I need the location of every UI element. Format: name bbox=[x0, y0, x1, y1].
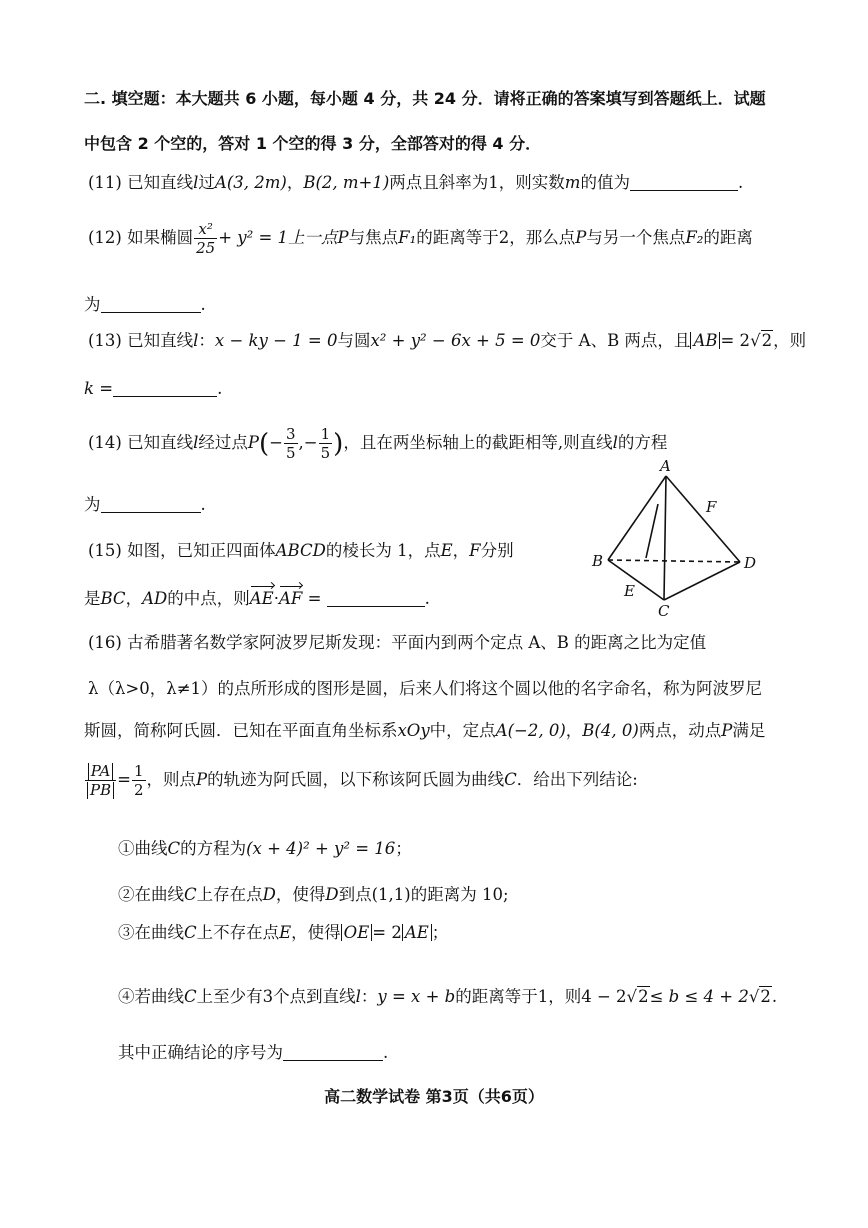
question-16-answer-line: 其中正确结论的序号为 . bbox=[118, 1043, 389, 1062]
answer-blank-14[interactable] bbox=[101, 511, 201, 513]
edge-AC bbox=[664, 476, 666, 600]
label-E: E bbox=[624, 582, 635, 600]
question-12: (12) 如果椭圆 $\frac{\text{x²}}{25}$ + y² = 1上一点P与焦点F₁的距离等于2，那么点P与另一个焦点F₂的距离 bbox=[88, 220, 753, 257]
question-12-line2: 为 . bbox=[84, 295, 206, 314]
answer-blank-11[interactable] bbox=[630, 189, 738, 191]
question-16-line3: 斯圆，简称阿氏圆．已知在平面直角坐标系xOy中，定点A(−2, 0)，B(4, 0)两点，动点P满足 bbox=[84, 721, 766, 740]
question-13-line2: k = . bbox=[84, 379, 223, 398]
question-15-line2: 是BC，AD的中点，则AE·AF = . bbox=[84, 589, 430, 608]
label-B: B bbox=[592, 552, 604, 570]
answer-blank-12[interactable] bbox=[101, 311, 201, 313]
edge-AD bbox=[666, 476, 740, 562]
question-13: (13) 已知直线l：x − ky − 1 = 0与圆x² + y² − 6x + 5 = 0交于 A、B 两点，且 AB = 2√2，则 bbox=[88, 331, 807, 350]
question-14-line2: 为 . bbox=[84, 495, 206, 514]
question-11: (11) 已知直线l过A(3, 2m)，B(2, m+1)两点且斜率为1，则实数m的值为 . bbox=[88, 173, 744, 192]
question-16-line4: $\frac{PA}{PB}$ = $\frac{1}{2}$ ，则点P的轨迹为阿氏圆，以下称该阿氏圆为曲线C．给出下列结论: bbox=[84, 760, 638, 800]
label-D: D bbox=[744, 554, 757, 572]
question-16-line2: λ（λ>0，λ≠1）的点所形成的图形是圆，后来人们将这个圆以他的名字命名，称为阿波罗尼 bbox=[88, 679, 763, 698]
answer-blank-15[interactable] bbox=[327, 605, 425, 607]
section-title-line2: 中包含 2 个空的，答对 1 个空的得 3 分，全部答对的得 4 分． bbox=[84, 134, 542, 153]
edge-AB bbox=[608, 476, 666, 560]
edge-CD bbox=[664, 562, 740, 600]
label-F: F bbox=[706, 498, 717, 516]
label-C: C bbox=[658, 602, 670, 618]
conclusion-4: ④若曲线C上至少有3个点到直线l：y = x + b的距离等于1，则4 − 2√2≤ b ≤ 4 + 2√2. bbox=[118, 987, 778, 1006]
conclusion-2: ②在曲线C上存在点D，使得D到点(1,1)的距离为 10; bbox=[118, 885, 509, 904]
label-A: A bbox=[660, 458, 671, 475]
segment-inner bbox=[646, 504, 658, 558]
answer-blank-16[interactable] bbox=[283, 1059, 383, 1061]
tetrahedron-figure bbox=[588, 458, 778, 618]
question-14: (14) 已知直线l经过点P(− $\frac{3}{5}$ ,− $\frac{1}{5}$ )，且在两坐标轴上的截距相等,则直线l的方程 bbox=[88, 425, 668, 462]
edge-BD-hidden bbox=[608, 560, 740, 562]
question-16-line1: (16) 古希腊著名数学家阿波罗尼斯发现：平面内到两个定点 A、B 的距离之比为定值 bbox=[88, 633, 707, 652]
conclusion-3: ③在曲线C上不存在点E，使得 OE = 2 AE ； bbox=[118, 923, 449, 942]
conclusion-1: ①曲线C的方程为(x + 4)² + y² = 16； bbox=[118, 839, 412, 858]
edge-BC bbox=[608, 560, 664, 600]
answer-blank-13[interactable] bbox=[113, 395, 217, 397]
section-title-line1: 二. 填空题：本大题共 6 小题，每小题 4 分，共 24 分．请将正确的答案填写到答题纸上．试题 bbox=[84, 89, 766, 108]
question-15: (15) 如图，已知正四面体ABCD的棱长为 1，点E，F分别 bbox=[88, 541, 514, 560]
page-footer: 高二数学试卷 第3页（共6页） bbox=[324, 1087, 544, 1106]
